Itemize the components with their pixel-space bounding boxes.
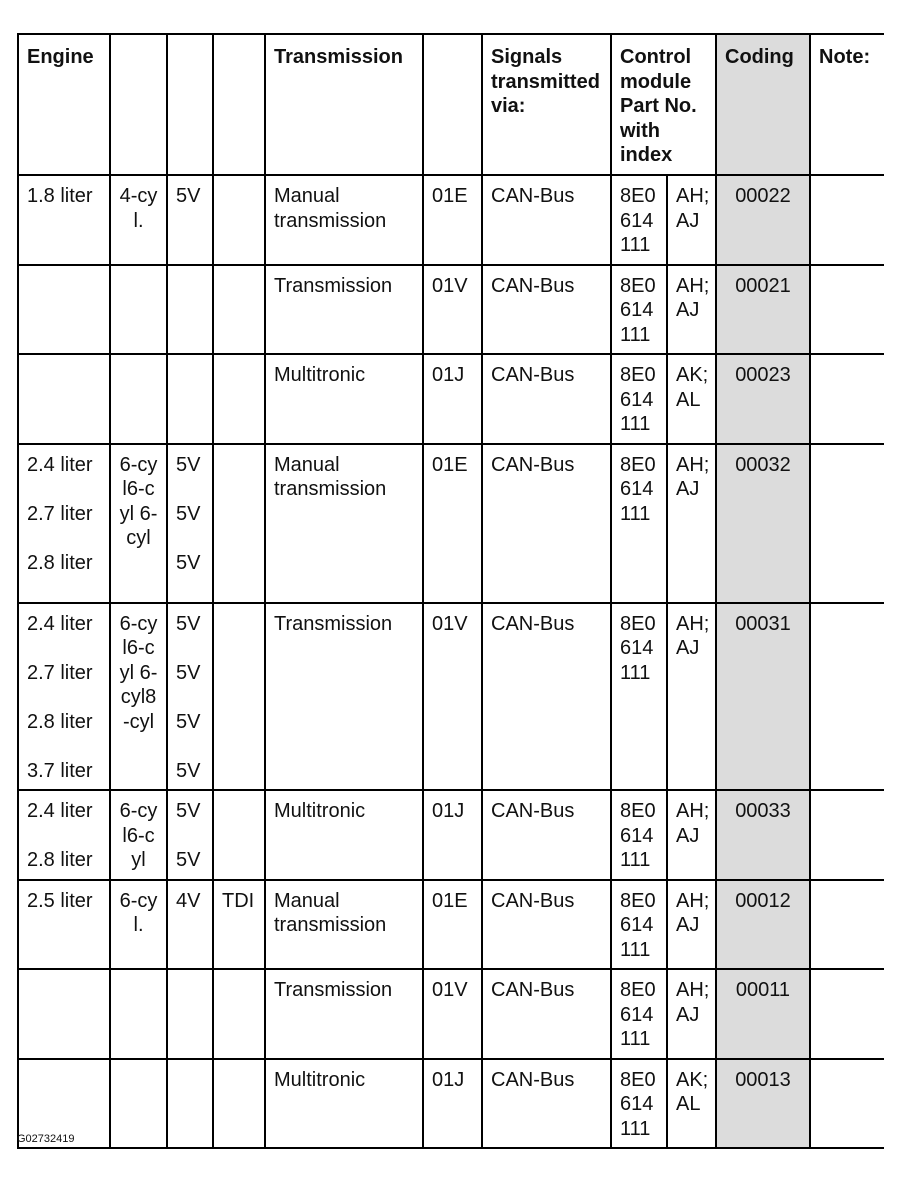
valves-value: 5V <box>176 502 201 525</box>
index-cell: AH; AJ <box>667 444 716 603</box>
part-number-cell <box>611 603 667 791</box>
engine-displacement: 2.5 liter <box>27 889 93 912</box>
part-number-line: 8E0 <box>620 612 656 635</box>
signals-cell: CAN-Bus <box>482 354 611 444</box>
transmission-code-cell: 01V <box>423 969 482 1059</box>
engine-displacement: 1.8 liter <box>27 185 93 207</box>
engine-cell <box>18 603 110 791</box>
valves-value: 5V <box>176 759 201 782</box>
table-row <box>18 969 884 1059</box>
engine-type-cell <box>213 603 265 791</box>
engine-type-cell: TDI <box>213 880 265 970</box>
part-number-line: 111 <box>620 1117 651 1140</box>
part-number-line: 8E0 <box>620 1068 656 1091</box>
engine-displacement: 2.4 liter <box>27 453 93 476</box>
engine-type-cell <box>213 265 265 355</box>
part-number-line: 614 <box>620 637 654 659</box>
valves-value: 5V <box>176 185 201 207</box>
part-number-line: 614 <box>620 209 654 232</box>
index-cell: AK; AL <box>667 1059 716 1149</box>
valves-cell <box>167 354 213 444</box>
signals-cell: CAN-Bus <box>482 444 611 603</box>
part-number-cell <box>611 790 667 880</box>
engine-cell <box>18 444 110 603</box>
header-engine-type <box>213 34 265 175</box>
header-transmission-code <box>423 34 482 175</box>
cylinders-cell <box>110 354 167 444</box>
valves-value: 5V <box>176 800 201 822</box>
valves-value: 5V <box>176 551 201 574</box>
coding-cell: 00011 <box>716 969 810 1059</box>
part-number-cell <box>611 1059 667 1149</box>
header-signals: Signals transmitted via: <box>482 34 611 175</box>
coding-table <box>17 33 884 1149</box>
transmission-cell: Manual transmission <box>265 444 423 603</box>
part-number-cell <box>611 354 667 444</box>
transmission-cell: Manual transmission <box>265 175 423 265</box>
header-control-module: Control module Part No. with index <box>611 34 716 175</box>
signals-cell: CAN-Bus <box>482 969 611 1059</box>
transmission-code-cell: 01V <box>423 265 482 355</box>
signals-cell: CAN-Bus <box>482 603 611 791</box>
part-number-line: 614 <box>620 299 654 321</box>
signals-cell: CAN-Bus <box>482 265 611 355</box>
part-number-cell <box>611 265 667 355</box>
table-body <box>18 175 884 1148</box>
engine-displacement: 3.7 liter <box>27 759 93 782</box>
part-number-line: 8E0 <box>620 889 656 912</box>
valves-value: 5V <box>176 661 201 684</box>
engine-cell <box>18 175 110 265</box>
part-number-cell <box>611 969 667 1059</box>
engine-cell <box>18 354 110 444</box>
engine-displacement: 2.8 liter <box>27 710 93 733</box>
table-row <box>18 265 884 355</box>
transmission-cell: Multitronic <box>265 354 423 444</box>
part-number-line: 111 <box>620 661 651 684</box>
table-row <box>18 603 884 791</box>
engine-type-cell <box>213 790 265 880</box>
index-cell: AH; AJ <box>667 969 716 1059</box>
part-number-line: 111 <box>620 849 651 871</box>
transmission-code-cell: 01E <box>423 880 482 970</box>
part-number-line: 111 <box>620 413 651 435</box>
coding-cell: 00031 <box>716 603 810 791</box>
table-row <box>18 354 884 444</box>
index-cell: AH; AJ <box>667 265 716 355</box>
part-number-line: 111 <box>620 1028 651 1050</box>
part-number-line: 111 <box>620 938 651 961</box>
transmission-cell: Manual transmission <box>265 880 423 970</box>
transmission-cell: Multitronic <box>265 1059 423 1149</box>
valves-cell <box>167 603 213 791</box>
engine-cell <box>18 790 110 880</box>
engine-displacement: 2.7 liter <box>27 502 93 525</box>
header-coding: Coding <box>716 34 810 175</box>
coding-cell: 00013 <box>716 1059 810 1149</box>
part-number-line: 614 <box>620 824 654 847</box>
transmission-code-cell: 01J <box>423 790 482 880</box>
part-number-line: 8E0 <box>620 185 656 207</box>
cylinders-cell <box>110 265 167 355</box>
transmission-cell: Transmission <box>265 969 423 1059</box>
index-cell: AH; AJ <box>667 790 716 880</box>
transmission-code-cell: 01J <box>423 354 482 444</box>
note-cell <box>810 444 884 603</box>
cylinders-cell: 6-cyl6-cyl 6-cyl8-cyl <box>110 603 167 791</box>
header-note: Note: <box>810 34 884 175</box>
part-number-line: 8E0 <box>620 364 656 386</box>
engine-displacement: 2.8 liter <box>27 551 93 574</box>
engine-displacement: 2.4 liter <box>27 612 93 635</box>
valves-cell <box>167 790 213 880</box>
table-row <box>18 444 884 603</box>
part-number-cell <box>611 175 667 265</box>
valves-cell <box>167 969 213 1059</box>
cylinders-cell: 6-cyl6-cyl 6-cyl <box>110 444 167 603</box>
valves-value: 5V <box>176 849 201 871</box>
part-number-line: 614 <box>620 478 654 500</box>
table-row <box>18 1059 884 1149</box>
index-cell: AH; AJ <box>667 175 716 265</box>
transmission-cell: Transmission <box>265 265 423 355</box>
part-number-cell <box>611 880 667 970</box>
coding-cell: 00021 <box>716 265 810 355</box>
part-number-line: 8E0 <box>620 453 656 476</box>
transmission-code-cell: 01E <box>423 444 482 603</box>
figure-id: G02732419 <box>17 1133 75 1145</box>
valves-cell <box>167 444 213 603</box>
note-cell <box>810 175 884 265</box>
index-cell: AH; AJ <box>667 603 716 791</box>
part-number-line: 614 <box>620 914 654 936</box>
part-number-cell <box>611 444 667 603</box>
signals-cell: CAN-Bus <box>482 880 611 970</box>
part-number-line: 111 <box>620 234 651 256</box>
part-number-line: 614 <box>620 388 654 411</box>
coding-cell: 00032 <box>716 444 810 603</box>
valves-value: 4V <box>176 889 201 912</box>
transmission-code-cell: 01V <box>423 603 482 791</box>
valves-value: 5V <box>176 453 201 476</box>
coding-cell: 00023 <box>716 354 810 444</box>
engine-displacement: 2.8 liter <box>27 849 93 871</box>
engine-type-cell <box>213 354 265 444</box>
cylinders-cell: 6-cyl6-cyl <box>110 790 167 880</box>
valves-cell <box>167 265 213 355</box>
engine-type-cell <box>213 175 265 265</box>
note-cell <box>810 354 884 444</box>
valves-cell <box>167 880 213 970</box>
part-number-line: 111 <box>620 502 651 525</box>
engine-type-cell <box>213 969 265 1059</box>
signals-cell: CAN-Bus <box>482 175 611 265</box>
note-cell <box>810 880 884 970</box>
index-cell: AH; AJ <box>667 880 716 970</box>
table-row <box>18 175 884 265</box>
table-row <box>18 880 884 970</box>
part-number-line: 8E0 <box>620 800 656 822</box>
part-number-line: 8E0 <box>620 979 656 1001</box>
note-cell <box>810 969 884 1059</box>
note-cell <box>810 1059 884 1149</box>
note-cell <box>810 603 884 791</box>
transmission-cell: Transmission <box>265 603 423 791</box>
valves-value: 5V <box>176 710 201 733</box>
cylinders-cell: 6-cyl. <box>110 880 167 970</box>
engine-cell <box>18 880 110 970</box>
header-row <box>18 34 884 175</box>
valves-cell <box>167 175 213 265</box>
part-number-line: 111 <box>620 323 651 346</box>
part-number-line: 614 <box>620 1093 654 1115</box>
note-cell <box>810 265 884 355</box>
part-number-line: 8E0 <box>620 274 656 297</box>
index-cell: AK; AL <box>667 354 716 444</box>
engine-displacement: 2.4 liter <box>27 800 93 822</box>
valves-cell <box>167 1059 213 1149</box>
header-transmission: Transmission <box>265 34 423 175</box>
transmission-code-cell: 01E <box>423 175 482 265</box>
cylinders-cell <box>110 1059 167 1149</box>
engine-cell <box>18 969 110 1059</box>
coding-cell: 00022 <box>716 175 810 265</box>
coding-cell: 00033 <box>716 790 810 880</box>
engine-type-cell <box>213 1059 265 1149</box>
signals-cell: CAN-Bus <box>482 790 611 880</box>
header-engine: Engine <box>18 34 110 175</box>
coding-cell: 00012 <box>716 880 810 970</box>
header-cylinders <box>110 34 167 175</box>
note-cell <box>810 790 884 880</box>
cylinders-cell <box>110 969 167 1059</box>
part-number-line: 614 <box>620 1003 654 1026</box>
valves-value: 5V <box>176 612 201 635</box>
transmission-cell: Multitronic <box>265 790 423 880</box>
header-valves <box>167 34 213 175</box>
engine-displacement: 2.7 liter <box>27 661 93 684</box>
engine-cell <box>18 265 110 355</box>
table-row <box>18 790 884 880</box>
transmission-code-cell: 01J <box>423 1059 482 1149</box>
engine-type-cell <box>213 444 265 603</box>
cylinders-cell: 4-cyl. <box>110 175 167 265</box>
signals-cell: CAN-Bus <box>482 1059 611 1149</box>
